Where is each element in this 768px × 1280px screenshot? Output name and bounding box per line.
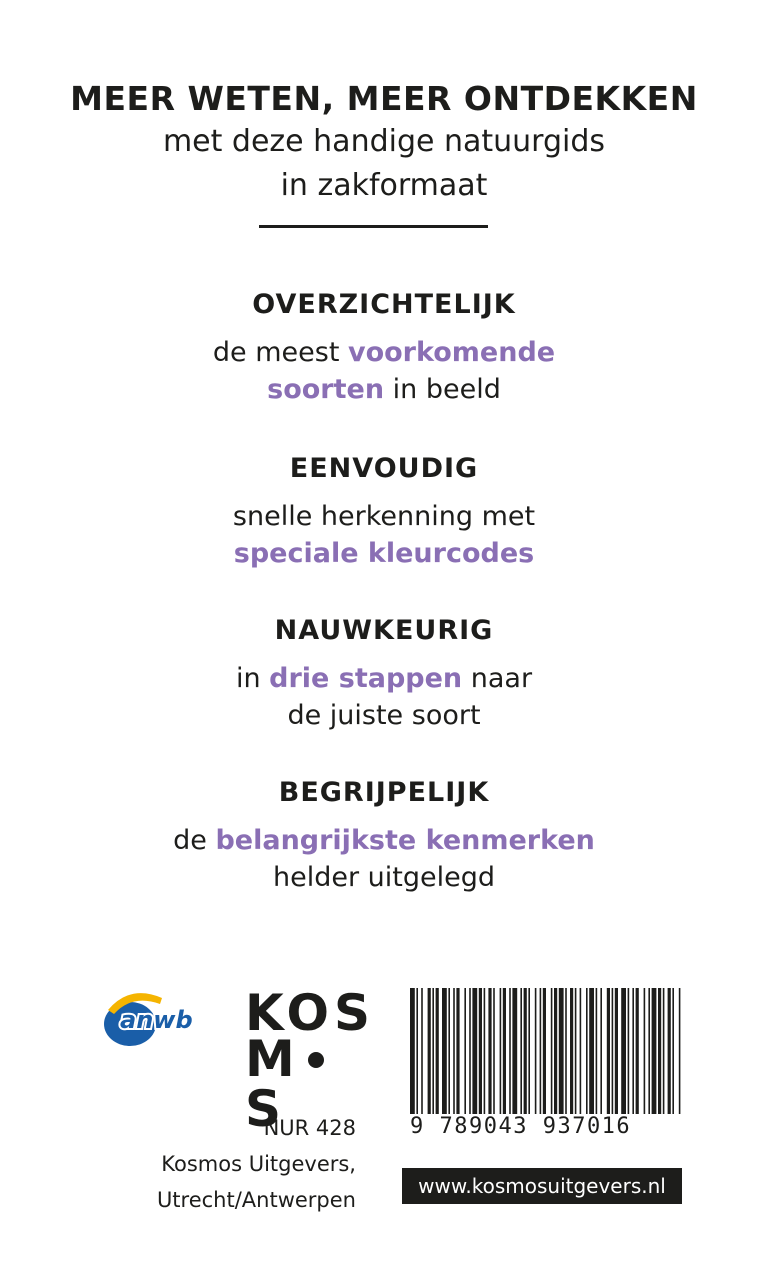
- feature-title: NAUWKEURIG: [274, 615, 494, 646]
- barcode-bar: [484, 988, 486, 1114]
- barcode-bar: [464, 988, 466, 1114]
- barcode-bar: [535, 988, 537, 1114]
- publisher-info: [157, 1110, 356, 1218]
- subline-2: in zakformaat: [280, 168, 488, 203]
- feature-highlight: soorten: [267, 374, 385, 405]
- barcode-bar: [500, 988, 502, 1114]
- barcode-bar: [524, 988, 527, 1114]
- barcode-bar: [632, 988, 634, 1114]
- feature-highlight: speciale kleurcodes: [233, 538, 535, 569]
- feature-title: EENVOUDIG: [289, 453, 479, 484]
- barcode-bar: [543, 988, 546, 1114]
- barcode-bar: [580, 988, 582, 1114]
- publisher-name: Kosmos Uitgevers,: [161, 1152, 356, 1176]
- barcode-bar: [589, 988, 594, 1114]
- feature-title: BEGRIJPELIJK: [278, 777, 490, 808]
- headline: MEER WETEN, MEER ONTDEKKEN: [70, 79, 698, 118]
- feature-description: [0, 498, 768, 572]
- barcode-bar: [607, 988, 610, 1114]
- barcode-number: 9 789043 937016: [408, 1114, 684, 1139]
- barcode-bar: [615, 988, 618, 1114]
- barcode-bar: [520, 988, 522, 1114]
- barcode-bar: [600, 988, 602, 1114]
- feature-highlight: belangrijkste kenmerken: [215, 825, 595, 856]
- barcode-bar: [551, 988, 553, 1114]
- anwb-logo: [100, 988, 225, 1050]
- barcode-bar: [565, 988, 567, 1114]
- publisher-city: Utrecht/Antwerpen: [156, 1188, 356, 1212]
- barcode-bar: [663, 988, 665, 1114]
- barcode-bar: [442, 988, 447, 1114]
- kosmos-dot-icon: [308, 1052, 324, 1068]
- feature-nauwkeurig: [0, 614, 768, 734]
- barcode-bar: [512, 988, 517, 1114]
- feature-text: de meest: [212, 337, 348, 368]
- feature-text: de juiste soort: [287, 700, 481, 731]
- barcode-bar: [612, 988, 614, 1114]
- nur-code: NUR 428: [263, 1116, 356, 1140]
- barcode-bar: [493, 988, 495, 1114]
- header-block: [0, 78, 768, 208]
- feature-text: in: [235, 663, 270, 694]
- barcode-bar: [596, 988, 598, 1114]
- barcode-bar: [428, 988, 431, 1114]
- barcode-bar: [456, 988, 459, 1114]
- svg-text:anwb: anwb: [120, 1006, 193, 1034]
- feature-text: helder uitgelegd: [273, 862, 495, 893]
- barcode-bar: [570, 988, 573, 1114]
- barcode-bar: [621, 988, 626, 1114]
- barcode-bar: [668, 988, 671, 1114]
- barcode-bar: [479, 988, 482, 1114]
- barcode-bar: [472, 988, 477, 1114]
- feature-eenvoudig: [0, 452, 768, 572]
- website-url[interactable]: www.kosmosuitgevers.nl: [402, 1168, 682, 1204]
- barcode-bar: [488, 988, 491, 1114]
- barcode-bar: [503, 988, 506, 1114]
- feature-title: OVERZICHTELIJK: [252, 289, 516, 320]
- barcode-bar: [648, 988, 650, 1114]
- feature-text: de: [173, 825, 216, 856]
- barcode-bars: [408, 988, 682, 1114]
- kosmos-logo-bottom: MS: [245, 1034, 365, 1134]
- barcode-bar: [432, 988, 434, 1114]
- feature-text: naar: [462, 663, 533, 694]
- barcode-bar: [652, 988, 657, 1114]
- subline-1: met deze handige natuurgids: [162, 124, 606, 159]
- feature-text: snelle herkenning met: [232, 501, 536, 532]
- barcode-bar: [469, 988, 471, 1114]
- feature-description: [0, 822, 768, 896]
- barcode-bar: [575, 988, 577, 1114]
- barcode-bar: [410, 988, 415, 1114]
- barcode-bar: [644, 988, 646, 1114]
- kosmos-logo-top: KOS: [245, 984, 376, 1042]
- barcode-bar: [436, 988, 439, 1114]
- barcode-bar: [586, 988, 588, 1114]
- feature-highlight: voorkomende: [347, 337, 556, 368]
- barcode-bar: [658, 988, 661, 1114]
- barcode-bar: [628, 988, 630, 1114]
- barcode-bar: [636, 988, 639, 1114]
- header-divider: [259, 225, 488, 228]
- barcode-bar: [554, 988, 557, 1114]
- feature-overzichtelijk: [0, 288, 768, 408]
- barcode: [408, 988, 682, 1139]
- barcode-bar: [679, 988, 681, 1114]
- feature-highlight: drie stappen: [269, 663, 463, 694]
- barcode-bar: [421, 988, 423, 1114]
- barcode-bar: [453, 988, 455, 1114]
- feature-begrijpelijk: [0, 776, 768, 896]
- barcode-bar: [448, 988, 450, 1114]
- feature-text: in beeld: [384, 374, 501, 405]
- barcode-bar: [672, 988, 674, 1114]
- feature-description: [0, 334, 768, 408]
- feature-description: [0, 660, 768, 734]
- barcode-bar: [559, 988, 564, 1114]
- barcode-bar: [540, 988, 542, 1114]
- barcode-bar: [509, 988, 511, 1114]
- barcode-bar: [416, 988, 418, 1114]
- barcode-bar: [528, 988, 530, 1114]
